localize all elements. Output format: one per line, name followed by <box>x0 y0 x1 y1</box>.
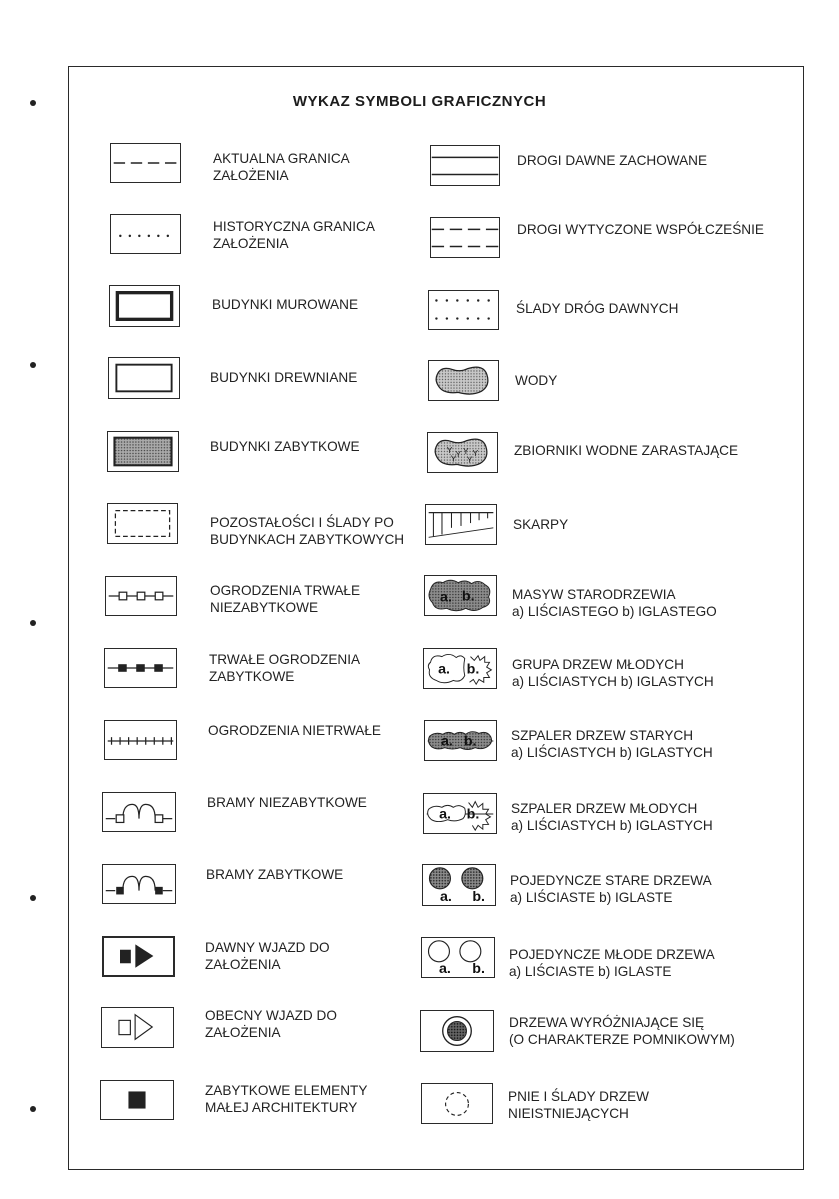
mark-a: a. <box>439 889 452 906</box>
legend-label: SZPALER DRZEW MŁODYCH a) LIŚCIASTYCH b) IGLASTYCH <box>511 801 713 833</box>
legend-label: OBECNY WJAZD DO ZAŁOŻENIA <box>205 1008 337 1040</box>
svg-text:Y: Y <box>450 453 457 464</box>
new-entrance-icon <box>101 1007 174 1048</box>
legend-label: ŚLADY DRÓG DAWNYCH <box>516 301 679 316</box>
legend-label: ZBIORNIKI WODNE ZARASTAJĄCE <box>514 443 739 458</box>
legend-label: OGRODZENIA NIETRWAŁE <box>208 723 381 738</box>
dashed-rectangle-icon <box>107 503 178 544</box>
legend-label: WODY <box>515 373 558 388</box>
legend-label: AKTUALNA GRANICA ZAŁOŻENIA <box>213 151 350 183</box>
legend-label: HISTORYCZNA GRANICA ZAŁOŻENIA <box>213 219 375 251</box>
legend-label: BUDYNKI DREWNIANE <box>210 370 358 385</box>
legend-label: POZOSTAŁOŚCI I ŚLADY PO BUDYNKACH ZABYTKOWYCH <box>210 515 405 547</box>
old-entrance-icon <box>102 936 175 977</box>
legend-label: BRAMY NIEZABYTKOWE <box>207 795 367 810</box>
legend-label: MASYW STARODRZEWIA a) LIŚCIASTEGO b) IGLASTEGO <box>512 587 717 619</box>
svg-text:Y: Y <box>462 445 469 456</box>
double-dashed-line-icon <box>430 217 500 258</box>
mark-a: a. <box>440 589 452 606</box>
mark-b: b. <box>461 588 475 605</box>
svg-text:Y: Y <box>455 448 462 459</box>
punch-hole <box>30 620 36 626</box>
legend-label: TRWAŁE OGRODZENIA ZABYTKOWE <box>209 652 361 684</box>
mark-a: a. <box>438 961 451 978</box>
legend-label: PNIE I ŚLADY DRZEW NIEISTNIEJĄCYCH <box>508 1089 650 1121</box>
mark-b: b. <box>463 733 477 750</box>
legend-label: BUDYNKI MUROWANE <box>212 297 359 312</box>
scarp-icon <box>425 504 497 545</box>
double-dotted-line-icon <box>428 290 499 330</box>
mark-b: b. <box>466 806 480 823</box>
gate-filled-icon <box>102 864 176 904</box>
legend-label: GRUPA DRZEW MŁODYCH a) LIŚCIASTYCH b) IGLASTYCH <box>512 657 714 689</box>
legend-label: BRAMY ZABYTKOWE <box>206 867 344 882</box>
legend-label: DRZEWA WYRÓŻNIAJĄCE SIĘ (O CHARAKTERZE POMNIKOWYM) <box>509 1015 735 1047</box>
mark-b: b. <box>472 961 485 978</box>
mark-a: a. <box>441 733 453 750</box>
mark-b: b. <box>472 889 486 906</box>
mark-a: a. <box>439 806 451 823</box>
tick-fence-icon <box>104 720 177 760</box>
overgrown-water-icon <box>427 432 498 473</box>
stump-icon <box>421 1083 493 1124</box>
old-tree-row-icon <box>424 720 497 761</box>
young-tree-group-icon <box>423 648 497 689</box>
legend-label: DROGI DAWNE ZACHOWANE <box>517 153 708 168</box>
dashed-line-icon <box>110 143 181 183</box>
hatched-rectangle-icon <box>107 431 179 472</box>
gate-open-icon <box>102 792 176 832</box>
legend-label: POJEDYNCZE STARE DRZEWA a) LIŚCIASTE b) IGLASTE <box>510 873 712 905</box>
mark-b: b. <box>466 661 480 678</box>
legend-label: POJEDYNCZE MŁODE DRZEWA a) LIŚCIASTE b) IGLASTE <box>509 947 715 979</box>
young-tree-row-icon <box>423 793 497 834</box>
legend-label: SZPALER DRZEW STARYCH a) LIŚCIASTYCH b) IGLASTYCH <box>511 728 713 760</box>
double-line-icon <box>430 145 500 186</box>
filled-square-icon <box>100 1080 174 1120</box>
old-single-tree-icon <box>422 864 496 906</box>
punch-hole <box>30 895 36 901</box>
punch-hole <box>30 1106 36 1112</box>
legend-label: DAWNY WJAZD DO ZAŁOŻENIA <box>205 940 330 972</box>
thick-rectangle-icon <box>109 285 180 327</box>
dotted-line-icon <box>110 214 181 254</box>
old-tree-mass-icon <box>424 575 497 616</box>
legend-label: DROGI WYTYCZONE WSPÓŁCZEŚNIE <box>517 222 764 237</box>
legend-label: BUDYNKI ZABYTKOWE <box>210 439 360 454</box>
svg-text:Y: Y <box>446 444 453 455</box>
svg-text:Y: Y <box>466 454 473 465</box>
monument-tree-icon <box>420 1010 494 1052</box>
water-icon <box>428 360 499 401</box>
svg-text:Y: Y <box>472 447 479 458</box>
double-rectangle-icon <box>108 357 180 399</box>
square-fence-icon <box>105 576 177 616</box>
legend-label: ZABYTKOWE ELEMENTY MAŁEJ ARCHITEKTURY <box>205 1083 368 1115</box>
mark-a: a. <box>438 661 451 678</box>
young-single-tree-icon <box>421 937 495 978</box>
punch-hole <box>30 362 36 368</box>
legend-label: OGRODZENIA TRWAŁE NIEZABYTKOWE <box>210 583 361 615</box>
page-title: WYKAZ SYMBOLI GRAFICZNYCH <box>292 93 547 110</box>
filled-square-fence-icon <box>104 648 177 688</box>
legend-label: SKARPY <box>513 517 569 532</box>
